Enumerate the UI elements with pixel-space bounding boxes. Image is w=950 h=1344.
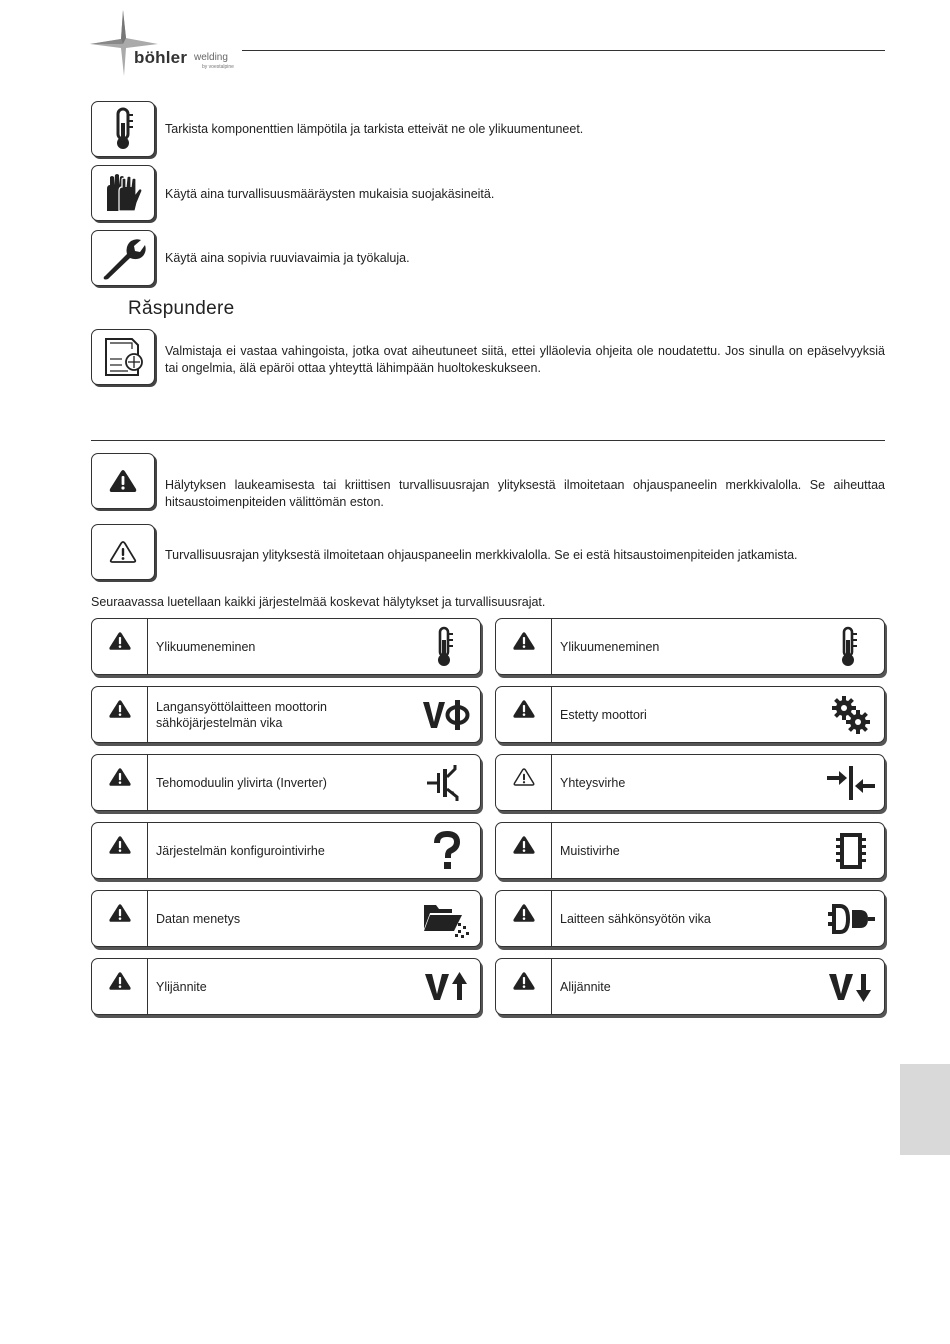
alarm-label: Alijännite (560, 979, 611, 994)
connection-arrows-icon (825, 764, 877, 802)
thermometer-icon (839, 626, 863, 668)
manual-document-icon (98, 335, 148, 379)
alarm-card (91, 890, 481, 947)
alarm-filled-icon (512, 630, 536, 652)
alarm-filled-icon (108, 970, 132, 992)
alarm-card (91, 822, 481, 879)
alarm-filled-icon (108, 630, 132, 652)
overvoltage-icon (423, 970, 471, 1004)
gloves-icon (101, 171, 145, 215)
liability-text: Valmistaja ei vastaa vahingoista, jotka ovat aiheutuneet siitä, ettei ylläolevia ohjeita ole noudatettu. Jos sinulla on epäselvyyksiä tai ongelmia, älä epäröi ottaa yhteyttä lähimpään huoltokeskukseen. (165, 344, 885, 375)
alarm-label: Laitteen sähkönsyötön vika (560, 911, 711, 926)
safety-icon-box (91, 230, 155, 286)
alarm-label: Estetty moottori (560, 707, 647, 722)
brand-name: böhler (134, 48, 188, 67)
alarm-card (495, 686, 885, 743)
alarm-filled-icon (512, 834, 536, 856)
question-mark-icon (432, 831, 462, 871)
brand-tagline: by voestalpine (202, 64, 234, 70)
brand-sub: welding (194, 52, 228, 63)
alarm-filled-icon (108, 468, 138, 494)
alarm-info-icon-box (91, 453, 155, 509)
alarm-card (495, 618, 885, 675)
alarm-info-text: Hälytyksen laukeamisesta tai kriittisen turvallisuusrajan ylityksestä ilmoitetaan ohjauspaneelin merkkivalolla. Se aiheuttaa hitsaustoimenpiteiden välittömän eston. (165, 478, 885, 509)
brand-logo (90, 10, 250, 78)
motor-v-phi-icon (421, 698, 473, 732)
alarm-label: Järjestelmän konfigurointivirhe (156, 843, 325, 858)
alarm-filled-icon (108, 834, 132, 856)
alarm-label: Tehomoduulin ylivirta (Inverter) (156, 775, 327, 790)
alarm-filled-icon (108, 902, 132, 924)
liability-icon-box (91, 329, 155, 385)
alarm-list-intro: Seuraavassa luetellaan kaikki järjestelmää koskevat hälytykset ja turvallisuusrajat. (91, 595, 546, 609)
alarm-filled-icon (108, 766, 132, 788)
alarm-label: Yhteysvirhe (560, 775, 626, 790)
alarm-label: Datan menetys (156, 911, 241, 926)
safety-text: Käytä aina turvallisuusmääräysten mukaisia suojakäsineitä. (165, 187, 495, 201)
page-edge-tab (900, 1064, 950, 1155)
alarm-card (91, 686, 481, 743)
transistor-icon (425, 763, 469, 803)
alarm-filled-icon (512, 902, 536, 924)
power-plug-icon (826, 902, 876, 936)
thermometer-icon (435, 626, 459, 668)
gears-icon (831, 695, 871, 735)
alarm-card (91, 618, 481, 675)
alarm-filled-icon (512, 698, 536, 720)
alarm-card (91, 958, 481, 1015)
section-rule (91, 440, 885, 441)
section-heading: Răspundere (128, 298, 235, 319)
alarm-card (495, 958, 885, 1015)
header-rule (242, 50, 885, 51)
warning-outline-icon (108, 539, 138, 565)
wrench-icon (99, 236, 147, 280)
alarm-info-icon-box (91, 524, 155, 580)
alarm-label: Langansyöttölaitteen moottorin sähköjärjestelmän vika (156, 699, 327, 730)
undervoltage-icon (827, 970, 875, 1004)
memory-chip-icon (834, 831, 868, 871)
folder-data-icon (422, 899, 472, 939)
alarm-card (495, 890, 885, 947)
alarm-info-text: Turvallisuusrajan ylityksestä ilmoitetaan ohjauspaneelin merkkivalolla. Se ei estä hitsaustoimenpiteiden jatkamista. (165, 548, 798, 562)
safety-text: Tarkista komponenttien lämpötila ja tarkista etteivät ne ole ylikuumentuneet. (165, 122, 584, 136)
alarm-card (495, 754, 885, 811)
alarm-label: Ylikuumeneminen (156, 639, 256, 654)
alarm-filled-icon (108, 698, 132, 720)
alarm-label: Ylijännite (156, 979, 207, 994)
warning-outline-icon (512, 766, 536, 788)
alarm-card (495, 822, 885, 879)
thermometer-icon (108, 107, 138, 151)
safety-text: Käytä aina sopivia ruuviavaimia ja työkaluja. (165, 251, 410, 265)
alarm-label: Ylikuumeneminen (560, 639, 660, 654)
safety-icon-box (91, 165, 155, 221)
alarm-card (91, 754, 481, 811)
safety-icon-box (91, 101, 155, 157)
alarm-label: Muistivirhe (560, 843, 620, 858)
alarm-filled-icon (512, 970, 536, 992)
